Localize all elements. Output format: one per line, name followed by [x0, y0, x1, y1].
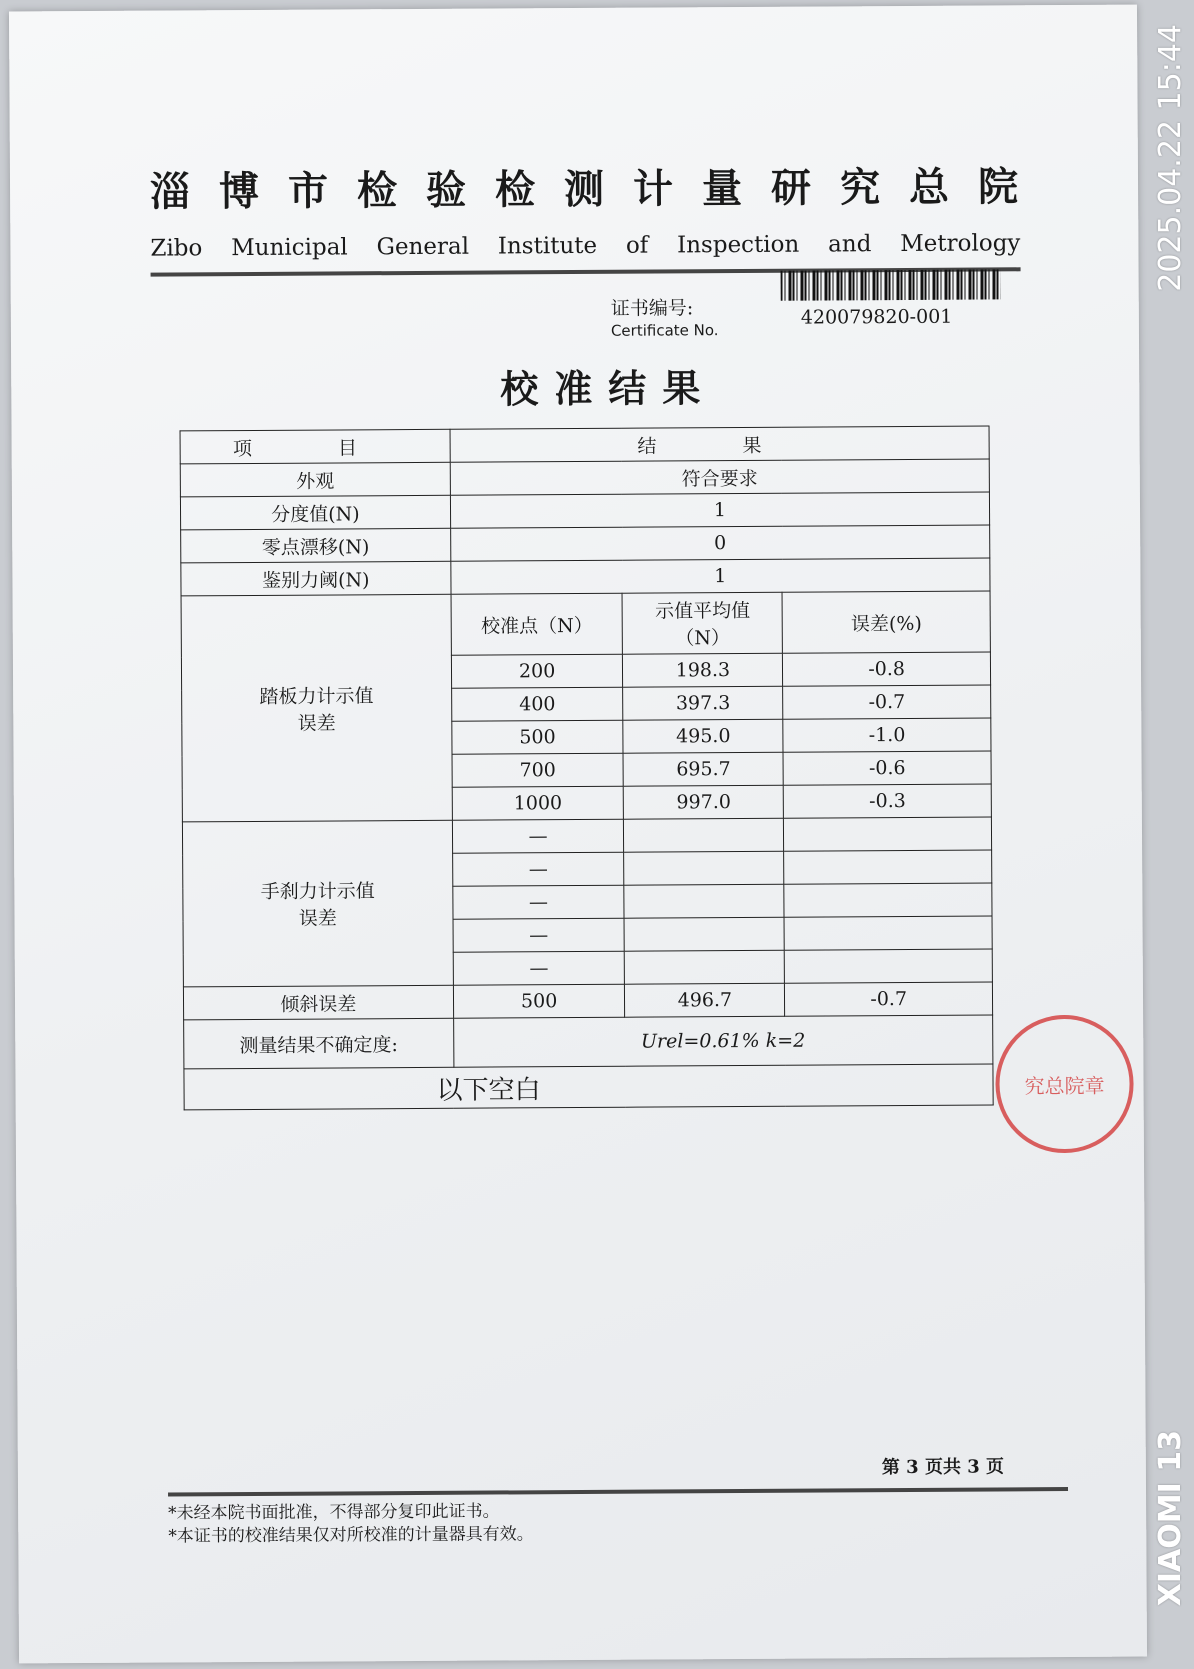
cell-mean: 997.0: [624, 785, 784, 819]
subheader-point: 校准点（N）: [451, 593, 623, 655]
blank-below-note: 以下空白: [184, 1064, 993, 1110]
inst-char: 院: [977, 163, 1021, 211]
cell-mean: 495.0: [623, 719, 783, 753]
cell-point: 700: [452, 753, 624, 787]
footer-notes: [168, 1500, 534, 1548]
inst-word: of: [625, 232, 649, 259]
cell-mean: [624, 917, 784, 951]
inst-word: Institute: [497, 232, 598, 260]
row-item: 外观: [180, 462, 450, 497]
inst-char: 究: [839, 164, 883, 212]
cell-error: [784, 916, 992, 950]
table-row: [181, 558, 990, 596]
row-result: 符合要求: [450, 459, 989, 495]
inst-word: Inspection: [677, 231, 800, 259]
cell-mean: 695.7: [623, 752, 783, 786]
inst-word: Municipal: [231, 234, 348, 262]
table-row: [180, 426, 989, 464]
table-row: [182, 817, 991, 855]
inst-word: Zibo: [150, 235, 203, 262]
certificate-label-en: Certificate No.: [610, 321, 719, 340]
header-result: 结 果: [450, 426, 989, 462]
barcode-icon: [781, 269, 1001, 300]
cell-point: 1000: [452, 786, 624, 820]
cell-point: —: [453, 951, 625, 985]
subheader-error: 误差(%): [782, 591, 990, 653]
cell-error: [784, 883, 992, 917]
inst-char: 测: [563, 165, 607, 214]
inst-word: Metrology: [900, 230, 1021, 258]
inst-word: General: [376, 233, 470, 261]
inst-char: 淄: [149, 168, 193, 216]
table-row: [180, 492, 989, 530]
table-row: [183, 982, 992, 1020]
certificate-label-cn: 证书编号:: [610, 297, 694, 320]
cell-error: [784, 817, 992, 851]
inst-char: 博: [218, 167, 262, 216]
uncertainty-value: Urel=0.61% k=2: [453, 1015, 993, 1067]
page-number: 第 3 页共 3 页: [881, 1456, 1005, 1479]
footer-note: *本证书的校准结果仅对所校准的计量器具有效。: [168, 1524, 534, 1547]
certificate-page: [9, 5, 1147, 1664]
institute-name-en: [150, 230, 1020, 261]
certificate-number: 420079820-001: [800, 305, 953, 329]
row-result: 1: [450, 492, 989, 528]
inst-char: 总: [908, 163, 952, 211]
inst-char: 市: [287, 167, 331, 215]
cell-mean: [624, 818, 784, 852]
table-row: [184, 1015, 993, 1069]
cell-mean: [625, 950, 785, 984]
cell-error: -0.3: [784, 784, 992, 818]
row-result: 1: [451, 558, 990, 594]
cell-error: -0.8: [783, 652, 991, 686]
cell-mean: [624, 884, 784, 918]
calibration-results-table: [180, 425, 994, 1110]
header-item: 项 目: [180, 429, 450, 464]
certificate-label: [611, 297, 719, 342]
table-row: [181, 525, 990, 563]
seal-text: 究总院章: [1024, 1073, 1105, 1098]
tilt-label: 倾斜误差: [183, 985, 453, 1020]
pedal-label: 踏板力计示值误差: [181, 594, 452, 822]
row-item: 零点漂移(N): [181, 528, 451, 563]
inst-char: 检: [494, 166, 538, 214]
cell-point: 200: [451, 654, 623, 688]
cell-point: —: [452, 852, 624, 886]
institute-name-cn: [150, 155, 1020, 217]
cell-point: —: [452, 819, 624, 853]
cell-mean: 496.7: [625, 983, 785, 1017]
cell-error: -0.7: [783, 685, 991, 719]
cell-error: [784, 850, 992, 884]
cell-error: -0.7: [785, 982, 993, 1016]
inst-char: 计: [632, 165, 676, 213]
cell-mean: [624, 851, 784, 885]
inst-char: 检: [356, 167, 400, 215]
cell-error: -1.0: [783, 718, 991, 752]
inst-char: 验: [425, 166, 469, 214]
row-item: 鉴别力阈(N): [181, 561, 451, 596]
cell-point: 500: [452, 720, 624, 754]
cell-mean: 198.3: [623, 653, 783, 687]
official-seal-icon: [995, 1015, 1134, 1154]
cell-point: —: [453, 885, 625, 919]
table-row: [181, 591, 990, 657]
handbrake-label: 手刹力计示值误差: [182, 820, 453, 987]
inst-word: and: [828, 231, 872, 258]
footer-divider: [168, 1487, 1068, 1496]
cell-mean: 397.3: [623, 686, 783, 720]
device-watermark: XIAOMI 13: [1153, 1430, 1188, 1607]
photo-timestamp: 2025.04.22 15:44: [1153, 24, 1188, 292]
uncertainty-label: 测量结果不确定度:: [184, 1018, 454, 1069]
inst-char: 研: [770, 164, 814, 212]
cell-error: -0.6: [783, 751, 991, 785]
footer-note: *未经本院书面批准，不得部分复印此证书。: [168, 1501, 500, 1524]
cell-point: —: [453, 918, 625, 952]
inst-char: 量: [701, 164, 745, 213]
subheader-mean: 示值平均值（N）: [623, 592, 783, 654]
row-result: 0: [450, 525, 989, 561]
cell-error: [785, 949, 993, 983]
table-row: [180, 459, 989, 497]
row-item: 分度值(N): [180, 495, 450, 530]
page-title: 校准结果: [500, 365, 717, 412]
cell-point: 500: [453, 984, 625, 1018]
cell-point: 400: [451, 687, 623, 721]
table-row: [184, 1064, 993, 1110]
